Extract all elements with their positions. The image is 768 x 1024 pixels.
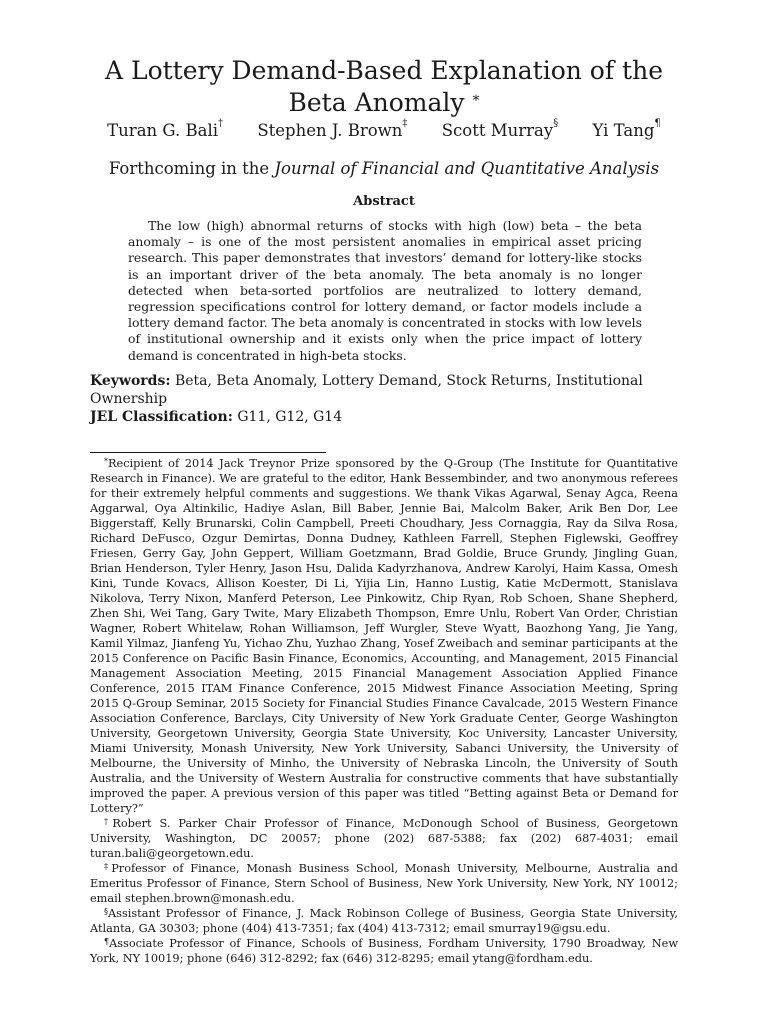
abstract-text: The low (high) abnormal returns of stocks with high (low) beta – the beta anomaly – is one of the most persistent anomalies in empirical asset pricing research. This paper demonstrates that investors’ demand for lottery-like stocks is an important driver of the beta anomaly. The beta anomaly is no longer detected when beta-sorted portfolios are neutralized to lottery demand, regression specifications control for lottery demand, or factor models include a lottery demand factor. The beta anomaly is concentrated in stocks with low levels of institutional ownership and it exists only when the price impact of lottery demand is concentrated in high-beta stocks. xyxy=(128,218,642,363)
author-name: Scott Murray xyxy=(441,121,554,140)
abstract-heading: Abstract xyxy=(353,194,415,209)
author-name: Turan G. Bali xyxy=(107,121,218,140)
footnote-mark: † xyxy=(104,817,113,826)
author-name: Stephen J. Brown xyxy=(257,121,403,140)
keywords-text: Beta, Beta Anomaly, Lottery Demand, Stock Returns, Institutional Ownership xyxy=(90,373,643,407)
jel-text: G11, G12, G14 xyxy=(232,409,343,425)
footnote-divider xyxy=(90,452,326,453)
jel-line xyxy=(90,408,678,426)
footnote-mark: ‡ xyxy=(104,862,112,871)
author xyxy=(592,118,661,140)
author xyxy=(441,118,559,140)
paper-title xyxy=(90,55,678,119)
author-footnote-mark: ‡ xyxy=(402,118,408,129)
footnote-mark: ¶ xyxy=(104,937,110,946)
footnote-text: Robert S. Parker Chair Professor of Finance, McDonough School of Business, Georgetown University, Washington, DC 20057; phone (202) 687-5388; fax (202) 687-4031; email turan.bali@georgetown.edu. xyxy=(90,817,678,860)
keywords-label: Keywords: xyxy=(90,373,171,389)
keywords-section xyxy=(90,372,678,426)
author-footnote-mark: † xyxy=(218,118,223,129)
jel-label: JEL Classification: xyxy=(90,409,233,425)
author-footnote-mark: § xyxy=(553,118,559,129)
footnote-mark: * xyxy=(104,457,108,466)
author-footnote-mark: ¶ xyxy=(654,118,661,129)
author-list xyxy=(90,118,678,140)
footnote xyxy=(90,906,678,936)
footnote xyxy=(90,936,678,966)
footnote-mark: § xyxy=(104,907,108,916)
footnote-text: Associate Professor of Finance, Schools of Business, Fordham University, 1790 Broadway, New York, NY 10019; phone (646) 312-8292; fax (646) 312-8295; email ytang@fordham.edu. xyxy=(90,937,678,965)
footnotes xyxy=(90,456,678,966)
footnote xyxy=(90,816,678,861)
author-name: Yi Tang xyxy=(592,121,655,140)
footnote-text: Assistant Professor of Finance, J. Mack Robinson College of Business, Georgia State University, Atlanta, GA 30303; phone (404) 413-7351; fax (404) 413-7312; email smurray19@gsu.edu. xyxy=(90,907,678,935)
publication-note xyxy=(90,159,678,178)
keywords-line xyxy=(90,372,678,408)
journal-name: Journal of Financial and Quantitative Analysis xyxy=(274,159,660,178)
author xyxy=(107,118,223,140)
title-footnote-mark: * xyxy=(472,92,480,109)
publication-prefix: Forthcoming in the xyxy=(108,159,275,178)
footnote-text: Professor of Finance, Monash Business School, Monash University, Melbourne, Australia and Emeritus Professor of Finance, Stern School of Business, New York University, New York, NY 10012; email stephen.brown@monash.edu. xyxy=(90,862,678,905)
footnote xyxy=(90,861,678,906)
paper-title-text: A Lottery Demand-Based Explanation of the Beta Anomaly xyxy=(104,55,663,117)
footnote-text: Recipient of 2014 Jack Treynor Prize sponsored by the Q-Group (The Institute for Quantitative Research in Finance). We are grateful to the editor, Hank Bessembinder, and two anonymous referees for their extremely helpful comments and suggestions. We thank Vikas Agarwal, Senay Agca, Reena Aggarwal, Oya Altinkilic, Hadiye Aslan, Bill Baber, Jennie Bai, Malcolm Baker, Arik Ben Dor, Lee Biggerstaff, Kelly Brunarski, Colin Campbell, Preeti Choudhary, Jess Cornaggia, Ray da Silva Rosa, Richard DeFusco, Ozgur Demirtas, Donna Dudney, Kathleen Farrell, Stephen Figlewski, Geoffrey Friesen, Gerry Gay, John Geppert, William Goetzmann, Brad Goldie, Bruce Grundy, Jingling Guan, Brian Henderson, Tyler Henry, Jason Hsu, Dalida Kadyrzhanova, Andrew Karolyi, Haim Kassa, Omesh Kini, Tunde Kovacs, Allison Koester, Di Li, Yijia Lin, Hanno Lustig, Katie McDermott, Stanislava Nikolova, Terry Nixon, Manferd Peterson, Lee Pinkowitz, Chip Ryan, Rob Schoen, Shane Shepherd, Zhen Shi, Wei Tang, Gary Twite, Mary Elizabeth Thompson, Emre Unlu, Robert Van Order, Christian Wagner, Robert Whitelaw, Rohan Williamson, Jeff Wurgler, Steve Wyatt, Baozhong Yang, Jie Yang, Kamil Yilmaz, Jianfeng Yu, Yichao Zhu, Yuzhao Zhang, Yosef Zweibach and seminar participants at the 2015 Conference on Pacific Basin Finance, Economics, Accounting, and Management, 2015 Financial Management Association Meeting, 2015 Financial Management Association Applied Finance Conference, 2015 ITAM Finance Conference, 2015 Midwest Finance Association Meeting, Spring 2015 Q-Group Seminar, 2015 Society for Financial Studies Finance Cavalcade, 2015 Western Finance Association Conference, Barclays, City University of New York Graduate Center, George Washington University, Georgetown University, Georgia State University, Koc University, Lancaster University, Miami University, Monash University, New York University, Sabanci University, the University of Melbourne, the University of Minho, the University of Nebraska Lincoln, the University of South Australia, and the University of Western Australia for constructive comments that have substantially improved the paper. A previous version of this paper was titled “Betting against Beta or Demand for Lottery?” xyxy=(90,457,678,815)
footnote xyxy=(90,456,678,816)
author xyxy=(257,118,408,140)
